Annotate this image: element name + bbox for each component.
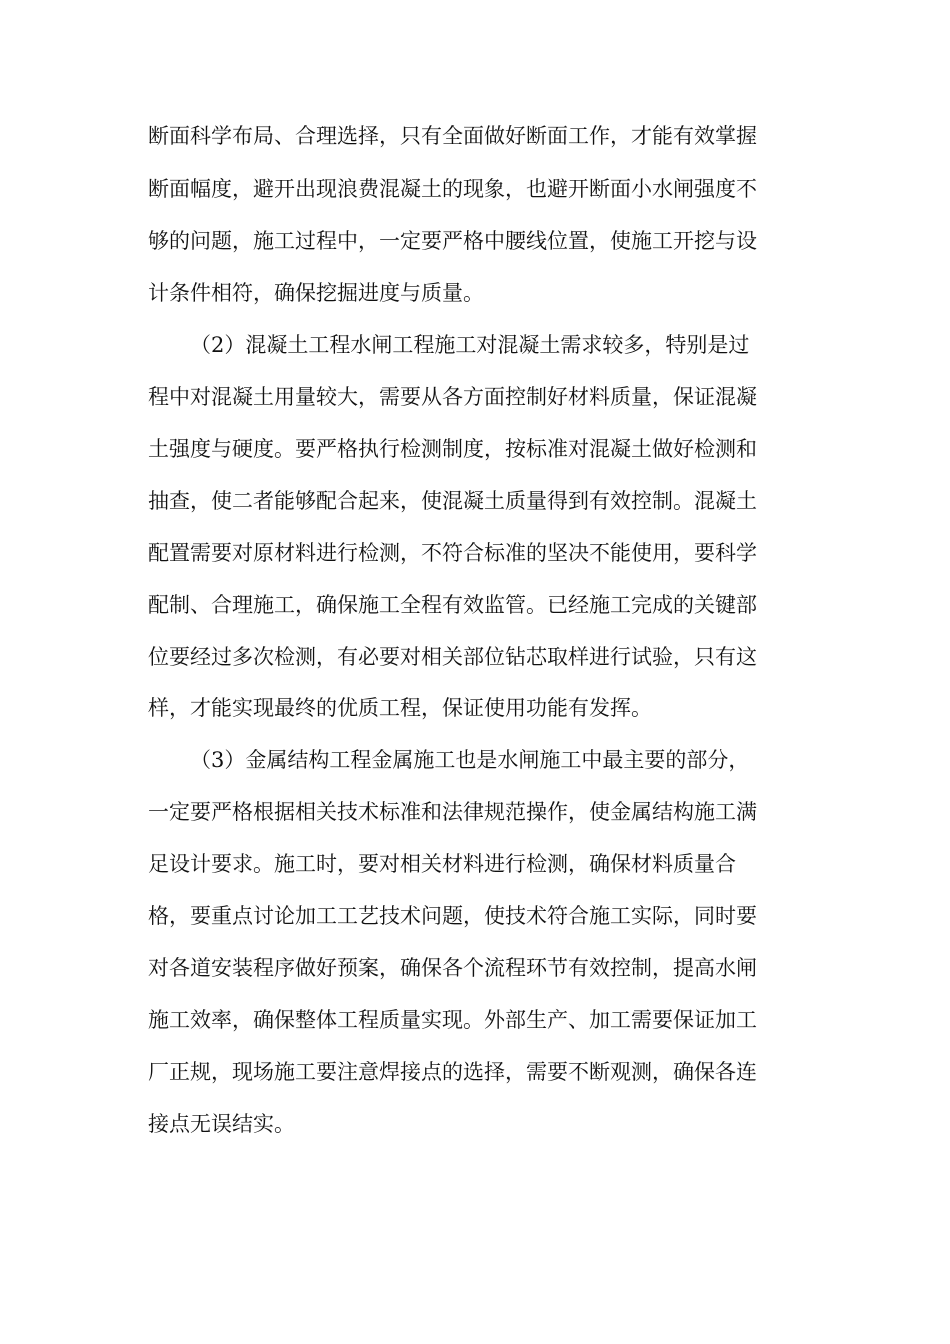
text-line: 配制、合理施工，确保施工全程有效监管。已经施工完成的关键部 (148, 593, 757, 617)
text-line: 位要经过多次检测，有必要对相关部位钻芯取样进行试验，只有这 (148, 645, 757, 669)
text-line: 一定要严格根据相关技术标准和法律规范操作，使金属结构施工满 (148, 800, 757, 824)
text-line: （2）混凝土工程水闸工程施工对混凝土需求较多，特别是过 (190, 333, 750, 357)
text-line: 接点无误结实。 (148, 1112, 295, 1136)
text-line: 计条件相符，确保挖掘进度与质量。 (148, 281, 484, 305)
text-line: 程中对混凝土用量较大，需要从各方面控制好材料质量，保证混凝 (148, 385, 757, 409)
text-line: 施工效率，确保整体工程质量实现。外部生产、加工需要保证加工 (148, 1008, 757, 1032)
text-line: 够的问题，施工过程中，一定要严格中腰线位置，使施工开挖与设 (148, 229, 757, 253)
text-line: 断面幅度，避开出现浪费混凝土的现象，也避开断面小水闸强度不 (148, 177, 757, 201)
text-line: 抽查，使二者能够配合起来，使混凝土质量得到有效控制。混凝土 (148, 489, 757, 513)
text-line: 对各道安装程序做好预案，确保各个流程环节有效控制，提高水闸 (148, 956, 757, 980)
text-line: 厂正规，现场施工要注意焊接点的选择，需要不断观测，确保各连 (148, 1060, 757, 1084)
text-line: 配置需要对原材料进行检测，不符合标准的坚决不能使用，要科学 (148, 541, 757, 565)
text-line: 样，才能实现最终的优质工程，保证使用功能有发挥。 (148, 696, 652, 720)
text-line: （3）金属结构工程金属施工也是水闸施工中最主要的部分， (190, 748, 750, 772)
text-line: 格，要重点讨论加工工艺技术问题，使技术符合施工实际，同时要 (148, 904, 757, 928)
text-line: 断面科学布局、合理选择，只有全面做好断面工作，才能有效掌握 (148, 124, 757, 148)
text-line: 土强度与硬度。要严格执行检测制度，按标准对混凝土做好检测和 (148, 437, 757, 461)
text-line: 足设计要求。施工时，要对相关材料进行检测，确保材料质量合 (148, 852, 736, 876)
